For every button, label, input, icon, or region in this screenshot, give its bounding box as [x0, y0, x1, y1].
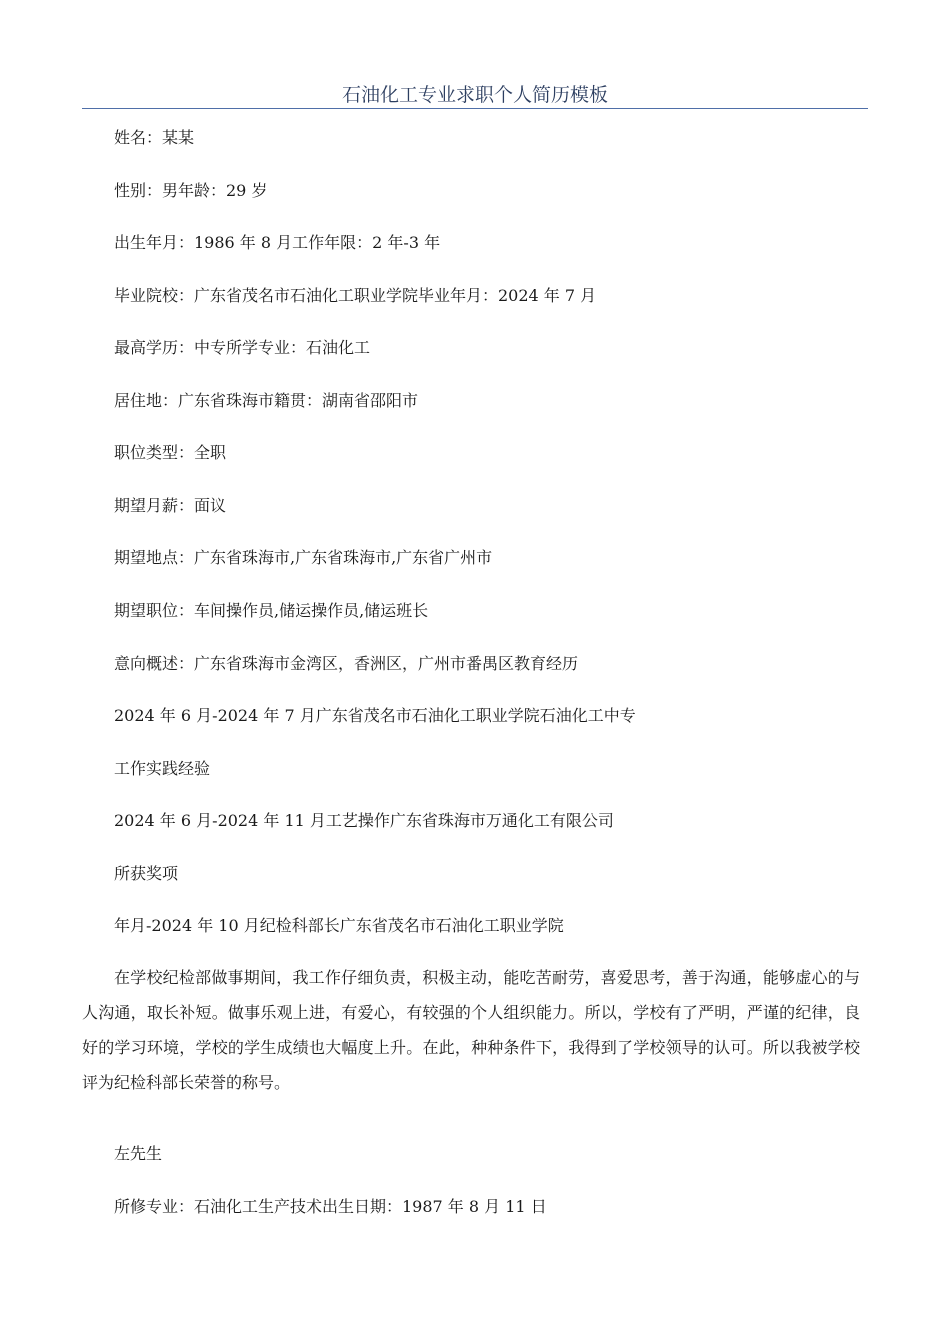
field-school-graduation: 毕业院校：广东省茂名市石油化工职业学院毕业年月：2024 年 7 月	[114, 286, 597, 305]
field-job-type: 职位类型：全职	[114, 443, 227, 462]
field-intention-summary: 意向概述：广东省珠海市金湾区，香洲区，广州市番禺区教育经历	[114, 654, 579, 673]
field-expected-location: 期望地点：广东省珠海市,广东省珠海市,广东省广州市	[114, 548, 493, 567]
field-major-birthdate: 所修专业：石油化工生产技术出生日期：1987 年 8 月 11 日	[114, 1197, 547, 1216]
award-entry: 年月-2024 年 10 月纪检科部长广东省茂名市石油化工职业学院	[114, 916, 564, 935]
award-description-paragraph: 在学校纪检部做事期间，我工作仔细负责，积极主动，能吃苦耐劳，喜爱思考，善于沟通，能够虚心的与人沟通，取长补短。做事乐观上进，有爱心，有较强的个人组织能力。所以，学校有了严明，严谨的纪律，良好的学习环境，学校的学生成绩也大幅度上升。在此，种种条件下，我得到了学校领导的认可。所以我被学校评为纪检科部长荣誉的称号。	[82, 968, 860, 1092]
person-name: 左先生	[114, 1144, 163, 1163]
section-heading-work-experience: 工作实践经验	[114, 759, 211, 778]
field-expected-salary: 期望月薪：面议	[114, 496, 227, 515]
field-birth-experience: 出生年月：1986 年 8 月工作年限：2 年-3 年	[114, 233, 441, 252]
field-name: 姓名：某某	[114, 128, 195, 147]
work-entry: 2024 年 6 月-2024 年 11 月工艺操作广东省珠海市万通化工有限公司	[114, 811, 614, 830]
education-entry: 2024 年 6 月-2024 年 7 月广东省茂名市石油化工职业学院石油化工中专	[114, 706, 636, 725]
field-expected-position: 期望职位：车间操作员,储运操作员,储运班长	[114, 601, 429, 620]
field-residence-origin: 居住地：广东省珠海市籍贯：湖南省邵阳市	[114, 391, 419, 410]
field-gender-age: 性别：男年龄：29 岁	[114, 181, 268, 200]
page-title: 石油化工专业求职个人简历模板	[341, 84, 608, 106]
section-heading-awards: 所获奖项	[114, 864, 179, 883]
title-underline	[82, 108, 868, 109]
field-education-major: 最高学历：中专所学专业：石油化工	[114, 338, 371, 357]
